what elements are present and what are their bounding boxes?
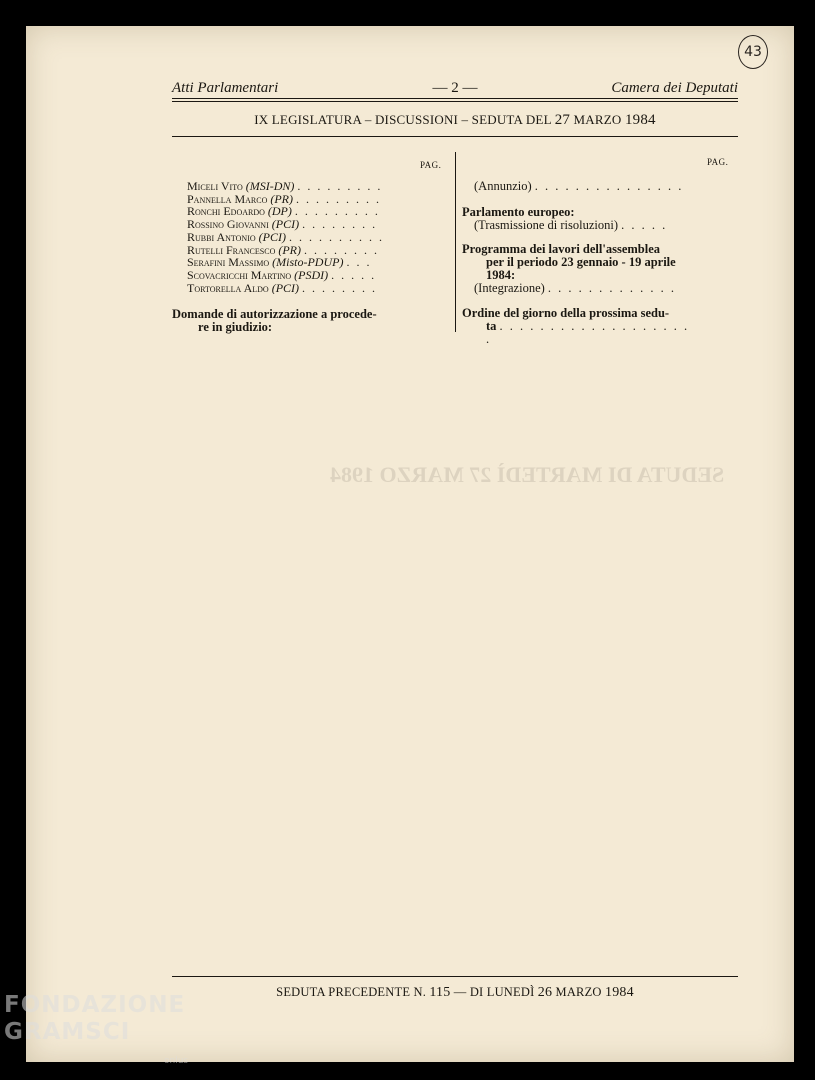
entry-parlamento-europeo: Parlamento europeo: (Trasmissione di risoluzioni) . . . . .	[462, 205, 668, 232]
entry-programma-lavori: Programma dei lavori dell'assemblea per il periodo 23 gennaio - 19 aprile 1984: (Integrazione) . . . . . . . . . . . . .	[462, 242, 677, 295]
list-item: Rutelli Francesco (PR) . . . . . . . .	[187, 243, 379, 257]
list-item: Miceli Vito (MSI-DN) . . . . . . . . .	[187, 180, 383, 193]
column-divider	[455, 152, 456, 332]
pag-label-left: PAG.	[420, 160, 442, 170]
previous-session-footer: SEDUTA PRECEDENTE N. 115 — DI LUNEDÌ 26 MARZO 1984	[276, 985, 634, 1000]
list-item: Pannella Marco (PR) . . . . . . . . .	[187, 192, 381, 206]
list-item: Scovacricchi Martino (PSDI) . . . . .	[187, 268, 377, 282]
subheader-day: 27	[554, 112, 571, 128]
list-item: Rossino Giovanni (PCI) . . . . . . . .	[187, 218, 378, 231]
bleed-through-text: SEDUTA DI MARTEDÌ 27 MARZO 1984	[330, 462, 725, 487]
list-item: Tortorella Aldo (PCI) . . . . . . . .	[187, 281, 378, 295]
header-right-title: Camera dei Deputati	[611, 80, 738, 96]
header-left-title: Atti Parlamentari	[172, 80, 279, 96]
header-rule-top	[172, 98, 738, 99]
fondazione-gramsci-watermark: FONDAZIONE GRAMSCI onlus	[4, 992, 189, 1066]
list-item: Rubbi Antonio (PCI) . . . . . . . . . .	[187, 230, 384, 244]
speaker-list	[187, 180, 412, 294]
subheader-prefix: IX LEGISLATURA – DISCUSSIONI – SEDUTA DEL	[254, 112, 552, 127]
session-subheader	[172, 112, 738, 129]
handwritten-page-mark: 43	[738, 35, 768, 69]
list-item: Serafini Massimo (Misto-PDUP) . . .	[187, 256, 372, 269]
subheader-month: MARZO	[573, 112, 622, 127]
pag-label-right: PAG.	[707, 157, 729, 167]
list-item: Ronchi Edoardo (DP) . . . . . . . . .	[187, 205, 380, 219]
header-rule-bottom	[172, 101, 738, 102]
subheader-year: 1984	[624, 112, 656, 128]
footer-rule	[172, 976, 738, 977]
section-heading-autorizzazione: Domande di autorizzazione a procede- re in giudizio:	[172, 307, 377, 334]
subheader-rule	[172, 136, 738, 137]
header-page-number: — 2 —	[432, 80, 478, 96]
entry-annunzio: (Annunzio) . . . . . . . . . . . . . . .	[474, 179, 684, 193]
entry-ordine-del-giorno: Ordine del giorno della prossima sedu- ta . . . . . . . . . . . . . . . . . . . .	[462, 306, 690, 346]
